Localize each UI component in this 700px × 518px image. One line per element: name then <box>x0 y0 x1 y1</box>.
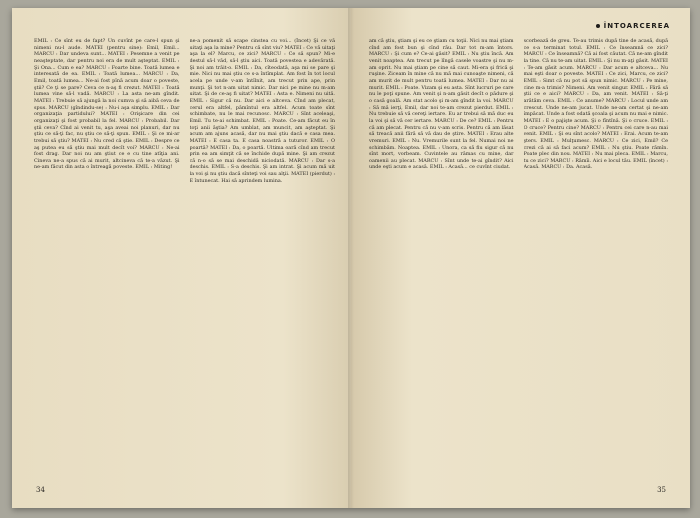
book-spread <box>12 8 690 508</box>
left-column-1-text: EMIL : Ce sînt eu de fapt? Un cuvînt pe care-l spun şi nimeni nu-l aude. MATEI (pentru sine): Emil, Emil... MARCU : Dar undeva sunt... MATEI : Pesemne a venit pe neaşteptate, dar pentru noi era de mult aşteptat. EMIL : Şi Ona... Cum e ea? MARCU : Foarte bine. Toată lumea e interesată de ea. EMIL : Toată lumea... MARCU : Da, Emil, toată lumea... Ne-ai fost pînă acum doar o poveste, ştii? Ce ţi se pare? Ceva ce n-aş fi crezut. MATEI : Toată lumea vine să-l vadă. MARCU : La asta ne-am gîndit. MATEI : Trebuie să ajungă la noi cumva şi să aibă ceva de spus. MARCU (gîndindu-se) : Nu-i aşa simplu. EMIL : Dar organizaţia partidului? MATEI : Orişicare din cei organizaţi şi fost probabil la fel. MARCU : Probabil. Dar ştii ceva? Cînd ai venit tu, aşa aveai noi planuri, dar nu ştiu ce să-ţi fac, nu ştiu ce să-ţi spun. EMIL : Şi ce mi-ar trebui să ştiu? MATEI : Nu cred că ştie. EMIL : Despre ce aş putea eu să ştiu mai mult decît voi? MARCU : Ne-ai fost drag. Dar noi nu am ştiut ce e cu tine atîţia ani. Cineva ne-a spus că ai murit, altcineva că te-a văzut. Şi ne-am făcut din asta o întreagă poveste. EMIL : Miting! <box>34 38 180 171</box>
right-page-number: 35 <box>657 486 666 494</box>
left-page-column-1 <box>34 38 180 474</box>
left-page-column-2 <box>190 38 336 474</box>
left-page-columns <box>34 38 335 474</box>
running-header <box>596 22 670 30</box>
running-header-title: ÎNTOARCEREA <box>603 22 670 30</box>
book-gutter <box>348 8 354 508</box>
right-page-column-1 <box>369 38 514 474</box>
right-page-column-2 <box>524 38 669 474</box>
right-page-columns <box>369 38 668 474</box>
left-column-2-text: ne-a pomenit să scape cinstea cu voi... (Încet) Şi ce vă uitaţi aşa la mine? Pentru că sînt viu? MATEI : Ce vă uitaţi aşa la el? Marcu, ce zici? MARCU : Ce să spun? Mi-e destul să-l văd, să-l ştiu aici. Toată povestea e adevărată. Şi noi am trăit-o. EMIL : Da, cîteodată, aşa mi se pare şi mie. Nici nu mai ştiu ce s-a întîmplat. Am fost în tot locul acela pe unde v-am întîlnit, am trecut prin ape, prin munţi. Şi tot n-am uitat nimic. Dar nici pe mine nu m-am uitat. Şi de ce-aş fi uitat? MATEI : Asta e. Nimeni nu uită. EMIL : Sigur că nu. Dar aici e altceva. Cînd am plecat, cerul era altfel, pămîntul era altfel. Acum toate sînt schimbate, nu le mai recunosc. MARCU : Sînt aceleaşi, Emil. Tu te-ai schimbat. EMIL : Poate. Ce-am făcut eu în toţi anii ăştia? Am umblat, am muncit, am aşteptat. Şi acum am ajuns acasă, dar nu mai ştiu dacă e casa mea. MATEI : E casa ta. E casa noastră a tuturor. EMIL : O poartă? MATEI : Da, o poartă. Ultima oară cînd am trecut prin ea am simţit că se închide după mine. Şi am crezut că n-o să se mai deschidă niciodată. MARCU : Dar s-a deschis. EMIL : S-a deschis. Şi am intrat. Şi acum mă uit la voi şi nu ştiu dacă sînteţi voi sau alţii. MATEI (pierdut) : E întunecat. Hai să aprindem lumina. <box>189 38 335 184</box>
bullet-icon <box>596 24 600 28</box>
left-page <box>12 8 351 508</box>
right-column-2-text: scorbează de greu. Te-au trimis după tine de acasă, după ce s-a terminat totul. EMIL : Ce înseamnă ce zici? MARCU : Ce înseamnă? Că ai fost căutat. Că ne-am gîndit la tine. Că nu te-am uitat. EMIL : Şi nu m-aţi găsit. MATEI : Te-am găsit acum. MARCU : Dar acum e altceva... Nu mai eşti doar o poveste. MATEI : Ce zici, Marcu, ce zici? EMIL : Simt că nu pot să spun nimic. MARCU : Pe mine, cine m-a trimis? Nimeni. Am venit singur. EMIL : Fără să ştii ce e aici? MARCU : Da, am venit. MATEI : Să-ţi arătăm ceva. EMIL : Ce anume? MARCU : Locul unde am crescut. Unde ne-am jucat. Unde ne-am certat şi ne-am împăcat. Unde a fost odată şcoala şi acum nu mai e nimic. MATEI : E o pajişte acum. Şi o fîntînă. Şi o cruce. EMIL : O cruce? Pentru cine? MARCU : Pentru cei care n-au mai venit. EMIL : Şi eu sînt acolo? MATEI : Erai. Acum te-am şters. EMIL : Mulţumesc. MARCU : Ce zici, Emil? Ce crezi că ai să faci acum? EMIL : Nu ştiu. Poate rămîn. Poate plec din nou. MATEI : Nu mai pleca. EMIL : Marcu, tu ce zici? MARCU : Rămîi. Aici e locul tău. EMIL (încet) : Acasă. MARCU : Da. Acasă. <box>523 38 668 171</box>
right-column-1-text: am că ştiu, ştiam şi eu ce ştiam cu toţii. Nici nu mai ştiam cînd am fost bun şi cînd rău. Dar tot m-am întors. MARCU : Şi cum e? Ce-ai găsit? EMIL : Nu ştiu încă. Am venit noaptea. Am trecut pe lîngă casele voastre şi nu m-am oprit. Nu mai ştiam pe cine să caut. Mi-era şi frică şi ruşine. Ziceam în mine că nu mă mai cunoaşte nimeni, că am murit de mult pentru toată lumea. MATEI : Dar nu ai murit. EMIL : Poate. Vizam şi eu asta. Sînt lucruri pe care nu le poţi spune. Am venit şi n-am găsit decît o pădure şi o casă goală. Am stat acolo şi m-am gîndit la voi. MARCU : Să mă ierţi, Emil, dar noi te-am crezut pierdut. EMIL : Nu trebuie să vă cereţi iertare. Eu ar trebui să mă duc eu la voi şi să vă cer iertare. MARCU : De ce? EMIL : Pentru că am plecat. Pentru că nu v-am scris. Pentru că am lăsat să treacă anii fără să vă dau de ştire. MATEI : Erau alte vremuri. EMIL : Nu. Vremurile sunt la fel. Numai noi ne schimbăm. Noaptea. EMIL : Unora, ca să fiu sigur că nu sînt mort, vorbeam. Cuvintele au rămas cu mine, dar oamenii au plecat. MARCU : Sînt unde te-ai gîndit? Aici unde eşti acum e acasă. EMIL : Acasă... ce cuvînt ciudat. <box>369 38 514 171</box>
left-page-number: 34 <box>36 486 45 494</box>
right-page <box>351 8 690 508</box>
